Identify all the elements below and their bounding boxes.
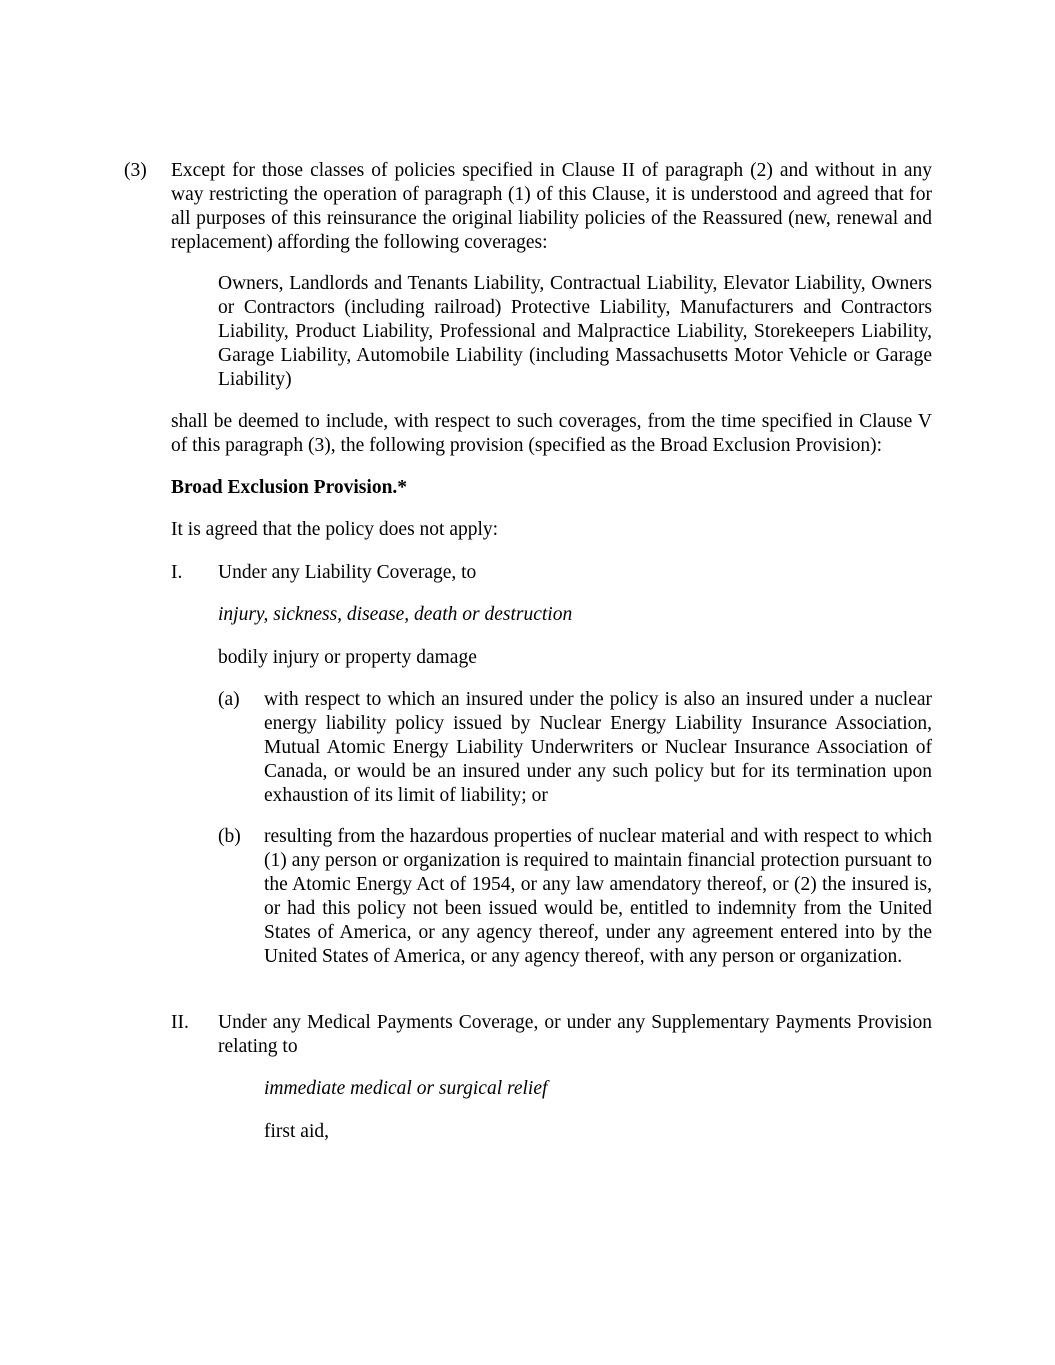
- item-a-label: (a): [218, 689, 240, 710]
- deemed-paragraph: shall be deemed to include, with respect to such coverages, from the time specified in Clause V of this paragraph (3), the following provision (specified as the Broad Exclusion Provision):: [171, 411, 932, 456]
- clause-1-text: Under any Liability Coverage, to: [218, 562, 477, 583]
- clause-1-number: I.: [171, 562, 183, 583]
- clause-2-italic-phrase: immediate medical or surgical relief: [264, 1078, 548, 1099]
- broad-exclusion-heading: Broad Exclusion Provision.*: [171, 477, 408, 498]
- item-a-text: with respect to which an insured under the policy is also an insured under a nuclear energy liability policy issued by Nuclear Energy Liability Insurance Association, Mutual Atomic Energy Liability Underwriters or Nuclear Insurance Association of Canada, or would be an insured under any such policy but for its termination upon exhaustion of its limit of liability; or: [264, 689, 932, 806]
- clause-1-plain-phrase: bodily injury or property damage: [218, 647, 477, 668]
- clause-2-number: II.: [171, 1012, 189, 1033]
- item-b-text: resulting from the hazardous properties of nuclear material and with respect to which (1) any person or organization is required to maintain financial protection pursuant to the Atomic Energy Act of 1954, or any law amendatory thereof, or (2) the insured is, or had this policy not been issued would be, entitled to indemnity from the United States of America, or any agency thereof, under any agreement entered into by the United States of America, or any agency thereof, with any person or organization.: [264, 826, 932, 967]
- agreed-paragraph: It is agreed that the policy does not apply:: [171, 519, 499, 540]
- clause-2-plain-phrase: first aid,: [264, 1121, 329, 1142]
- clause-2-text: Under any Medical Payments Coverage, or under any Supplementary Payments Provision relating to: [218, 1012, 932, 1057]
- section-number: (3): [124, 160, 147, 181]
- section-intro-paragraph: Except for those classes of policies specified in Clause II of paragraph (2) and without in any way restricting the operation of paragraph (1) of this Clause, it is understood and agreed that for all purposes of this reinsurance the original liability policies of the Reassured (new, renewal and replacement) affording the following coverages:: [171, 160, 932, 253]
- coverages-paragraph: Owners, Landlords and Tenants Liability, Contractual Liability, Elevator Liability, Owners or Contractors (including railroad) Protective Liability, Manufacturers and Contractors Liability, Product Liability, Professional and Malpractice Liability, Storekeepers Liability, Garage Liability, Automobile Liability (including Massachusetts Motor Vehicle or Garage Liability): [218, 273, 932, 390]
- clause-1-italic-phrase: injury, sickness, disease, death or destruction: [218, 604, 573, 625]
- item-b-label: (b): [218, 826, 241, 847]
